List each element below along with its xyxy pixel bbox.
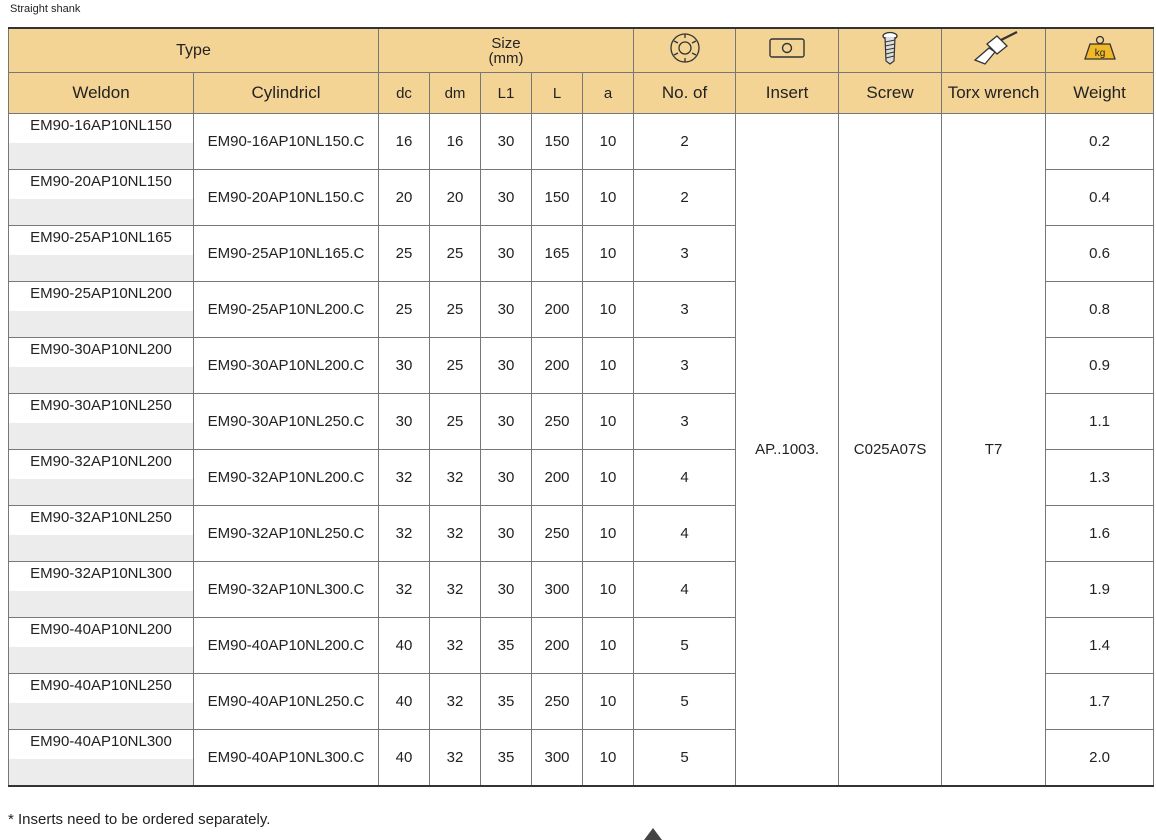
insert-count-value: 3 — [634, 394, 736, 450]
weldon-code: EM90-25AP10NL200 — [30, 285, 172, 302]
l-value: 200 — [532, 282, 583, 338]
l-value: 150 — [532, 114, 583, 170]
l1-value: 30 — [481, 226, 532, 282]
insert-count-value: 4 — [634, 506, 736, 562]
weldon-code: EM90-20AP10NL150 — [30, 173, 172, 190]
weight-value: 0.9 — [1046, 338, 1154, 394]
table-row — [9, 114, 1154, 170]
cylindric-code: EM90-25AP10NL200.C — [194, 282, 379, 338]
dm-header: dm — [430, 73, 481, 114]
weight-value: 1.6 — [1046, 506, 1154, 562]
screw-header: Screw — [839, 73, 942, 114]
weldon-cell — [9, 282, 194, 338]
insert-count-value: 5 — [634, 674, 736, 730]
insert-count-icon — [668, 32, 702, 64]
stripe — [9, 255, 193, 281]
l-value: 300 — [532, 730, 583, 787]
dc-value: 25 — [379, 282, 430, 338]
l1-value: 30 — [481, 562, 532, 618]
weldon-cell — [9, 730, 194, 787]
svg-text:kg: kg — [1094, 48, 1105, 59]
weight-value: 2.0 — [1046, 730, 1154, 787]
dc-value: 30 — [379, 338, 430, 394]
weldon-header: Weldon — [9, 73, 194, 114]
l-value: 165 — [532, 226, 583, 282]
weight-value: 1.9 — [1046, 562, 1154, 618]
screw-icon-cell — [839, 28, 942, 73]
dm-value: 32 — [430, 730, 481, 787]
l-value: 200 — [532, 618, 583, 674]
weight-value: 1.1 — [1046, 394, 1154, 450]
stripe — [9, 423, 193, 449]
cylindric-code: EM90-40AP10NL200.C — [194, 618, 379, 674]
weight-value: 1.3 — [1046, 450, 1154, 506]
dm-value: 25 — [430, 394, 481, 450]
cylindric-code: EM90-32AP10NL200.C — [194, 450, 379, 506]
dc-header: dc — [379, 73, 430, 114]
spec-table — [8, 27, 1154, 787]
cylindric-code: EM90-32AP10NL300.C — [194, 562, 379, 618]
stripe — [9, 199, 193, 225]
cylindric-code: EM90-30AP10NL250.C — [194, 394, 379, 450]
dc-value: 40 — [379, 674, 430, 730]
dc-value: 40 — [379, 730, 430, 787]
weldon-code: EM90-40AP10NL200 — [30, 621, 172, 638]
weldon-code: EM90-30AP10NL250 — [30, 397, 172, 414]
insert-count-icon-cell — [634, 28, 736, 73]
dm-value: 25 — [430, 226, 481, 282]
cylindric-code: EM90-40AP10NL300.C — [194, 730, 379, 787]
l-value: 250 — [532, 506, 583, 562]
dc-value: 32 — [379, 562, 430, 618]
stripe — [9, 591, 193, 617]
l1-header: L1 — [481, 73, 532, 114]
l1-value: 30 — [481, 394, 532, 450]
stripe — [9, 143, 193, 169]
a-value: 10 — [583, 338, 634, 394]
insert-count-value: 2 — [634, 170, 736, 226]
dc-value: 16 — [379, 114, 430, 170]
dm-value: 32 — [430, 674, 481, 730]
footnote: * Inserts need to be ordered separately. — [8, 811, 271, 828]
weight-header: Weight — [1046, 73, 1154, 114]
cylindric-code: EM90-40AP10NL250.C — [194, 674, 379, 730]
l-value: 200 — [532, 338, 583, 394]
dm-value: 32 — [430, 618, 481, 674]
stripe — [9, 311, 193, 337]
dc-value: 25 — [379, 226, 430, 282]
torx-value: T7 — [942, 114, 1046, 787]
stripe — [9, 479, 193, 505]
no-of-header: No. of — [634, 73, 736, 114]
l1-value: 30 — [481, 170, 532, 226]
weldon-code: EM90-32AP10NL200 — [30, 453, 172, 470]
stripe — [9, 535, 193, 561]
cylindric-header: Cylindricl — [194, 73, 379, 114]
weldon-code: EM90-30AP10NL200 — [30, 341, 172, 358]
a-value: 10 — [583, 618, 634, 674]
l-value: 200 — [532, 450, 583, 506]
size-header — [379, 28, 634, 73]
weldon-cell — [9, 450, 194, 506]
l1-value: 35 — [481, 674, 532, 730]
weldon-cell — [9, 506, 194, 562]
insert-count-value: 3 — [634, 226, 736, 282]
a-value: 10 — [583, 170, 634, 226]
l1-value: 30 — [481, 338, 532, 394]
a-value: 10 — [583, 450, 634, 506]
dm-value: 32 — [430, 562, 481, 618]
dm-value: 32 — [430, 450, 481, 506]
cylindric-code: EM90-16AP10NL150.C — [194, 114, 379, 170]
dc-value: 30 — [379, 394, 430, 450]
cylindric-code: EM90-32AP10NL250.C — [194, 506, 379, 562]
a-value: 10 — [583, 506, 634, 562]
weldon-code: EM90-32AP10NL250 — [30, 509, 172, 526]
l1-value: 30 — [481, 506, 532, 562]
weldon-cell — [9, 338, 194, 394]
a-value: 10 — [583, 226, 634, 282]
weight-icon — [1083, 35, 1117, 61]
insert-count-value: 2 — [634, 114, 736, 170]
stripe — [9, 367, 193, 393]
screw-value: C025A07S — [839, 114, 942, 787]
weight-value: 0.6 — [1046, 226, 1154, 282]
stripe — [9, 647, 193, 673]
weldon-cell — [9, 226, 194, 282]
stripe — [9, 703, 193, 729]
a-value: 10 — [583, 282, 634, 338]
weldon-cell — [9, 618, 194, 674]
weldon-code: EM90-40AP10NL250 — [30, 677, 172, 694]
screw-icon — [880, 31, 900, 65]
dm-value: 25 — [430, 282, 481, 338]
a-value: 10 — [583, 730, 634, 787]
decorative-shape-icon — [640, 826, 666, 840]
l-header: L — [532, 73, 583, 114]
weight-icon-cell — [1046, 28, 1154, 73]
dm-value: 16 — [430, 114, 481, 170]
insert-count-value: 3 — [634, 282, 736, 338]
header-row-top — [9, 28, 1154, 73]
torx-wrench-icon — [967, 30, 1021, 66]
l-value: 300 — [532, 562, 583, 618]
dc-value: 32 — [379, 506, 430, 562]
cylindric-code: EM90-30AP10NL200.C — [194, 338, 379, 394]
weldon-code: EM90-25AP10NL165 — [30, 229, 172, 246]
weldon-code: EM90-40AP10NL300 — [30, 733, 172, 750]
weight-value: 0.4 — [1046, 170, 1154, 226]
insert-value: AP..1003. — [736, 114, 839, 787]
a-header: a — [583, 73, 634, 114]
insert-count-value: 3 — [634, 338, 736, 394]
dc-value: 40 — [379, 618, 430, 674]
weldon-cell — [9, 562, 194, 618]
insert-icon — [768, 37, 806, 59]
weight-value: 1.7 — [1046, 674, 1154, 730]
cylindric-code: EM90-25AP10NL165.C — [194, 226, 379, 282]
l-value: 250 — [532, 394, 583, 450]
a-value: 10 — [583, 562, 634, 618]
a-value: 10 — [583, 674, 634, 730]
weldon-cell — [9, 394, 194, 450]
dm-value: 25 — [430, 338, 481, 394]
insert-count-value: 4 — [634, 562, 736, 618]
torx-icon-cell — [942, 28, 1046, 73]
size-label: Size — [491, 34, 521, 52]
header-row-bottom — [9, 73, 1154, 114]
dc-value: 32 — [379, 450, 430, 506]
insert-icon-cell — [736, 28, 839, 73]
cylindric-code: EM90-20AP10NL150.C — [194, 170, 379, 226]
table-caption: Straight shank — [10, 3, 81, 15]
dm-value: 20 — [430, 170, 481, 226]
weldon-cell — [9, 170, 194, 226]
a-value: 10 — [583, 394, 634, 450]
l1-value: 30 — [481, 450, 532, 506]
weight-value: 1.4 — [1046, 618, 1154, 674]
weight-value: 0.8 — [1046, 282, 1154, 338]
dm-value: 32 — [430, 506, 481, 562]
dc-value: 20 — [379, 170, 430, 226]
a-value: 10 — [583, 114, 634, 170]
l-value: 250 — [532, 674, 583, 730]
stripe — [9, 759, 193, 785]
l1-value: 35 — [481, 730, 532, 787]
weldon-code: EM90-32AP10NL300 — [30, 565, 172, 582]
insert-count-value: 5 — [634, 730, 736, 787]
l1-value: 30 — [481, 282, 532, 338]
weldon-cell — [9, 674, 194, 730]
size-unit: (mm) — [488, 49, 524, 67]
weldon-code: EM90-16AP10NL150 — [30, 117, 172, 134]
l-value: 150 — [532, 170, 583, 226]
l1-value: 30 — [481, 114, 532, 170]
insert-header: Insert — [736, 73, 839, 114]
torx-header: Torx wrench — [942, 73, 1046, 114]
l1-value: 35 — [481, 618, 532, 674]
insert-count-value: 5 — [634, 618, 736, 674]
weldon-cell — [9, 114, 194, 170]
insert-count-value: 4 — [634, 450, 736, 506]
weight-value: 0.2 — [1046, 114, 1154, 170]
type-header: Type — [9, 28, 379, 73]
